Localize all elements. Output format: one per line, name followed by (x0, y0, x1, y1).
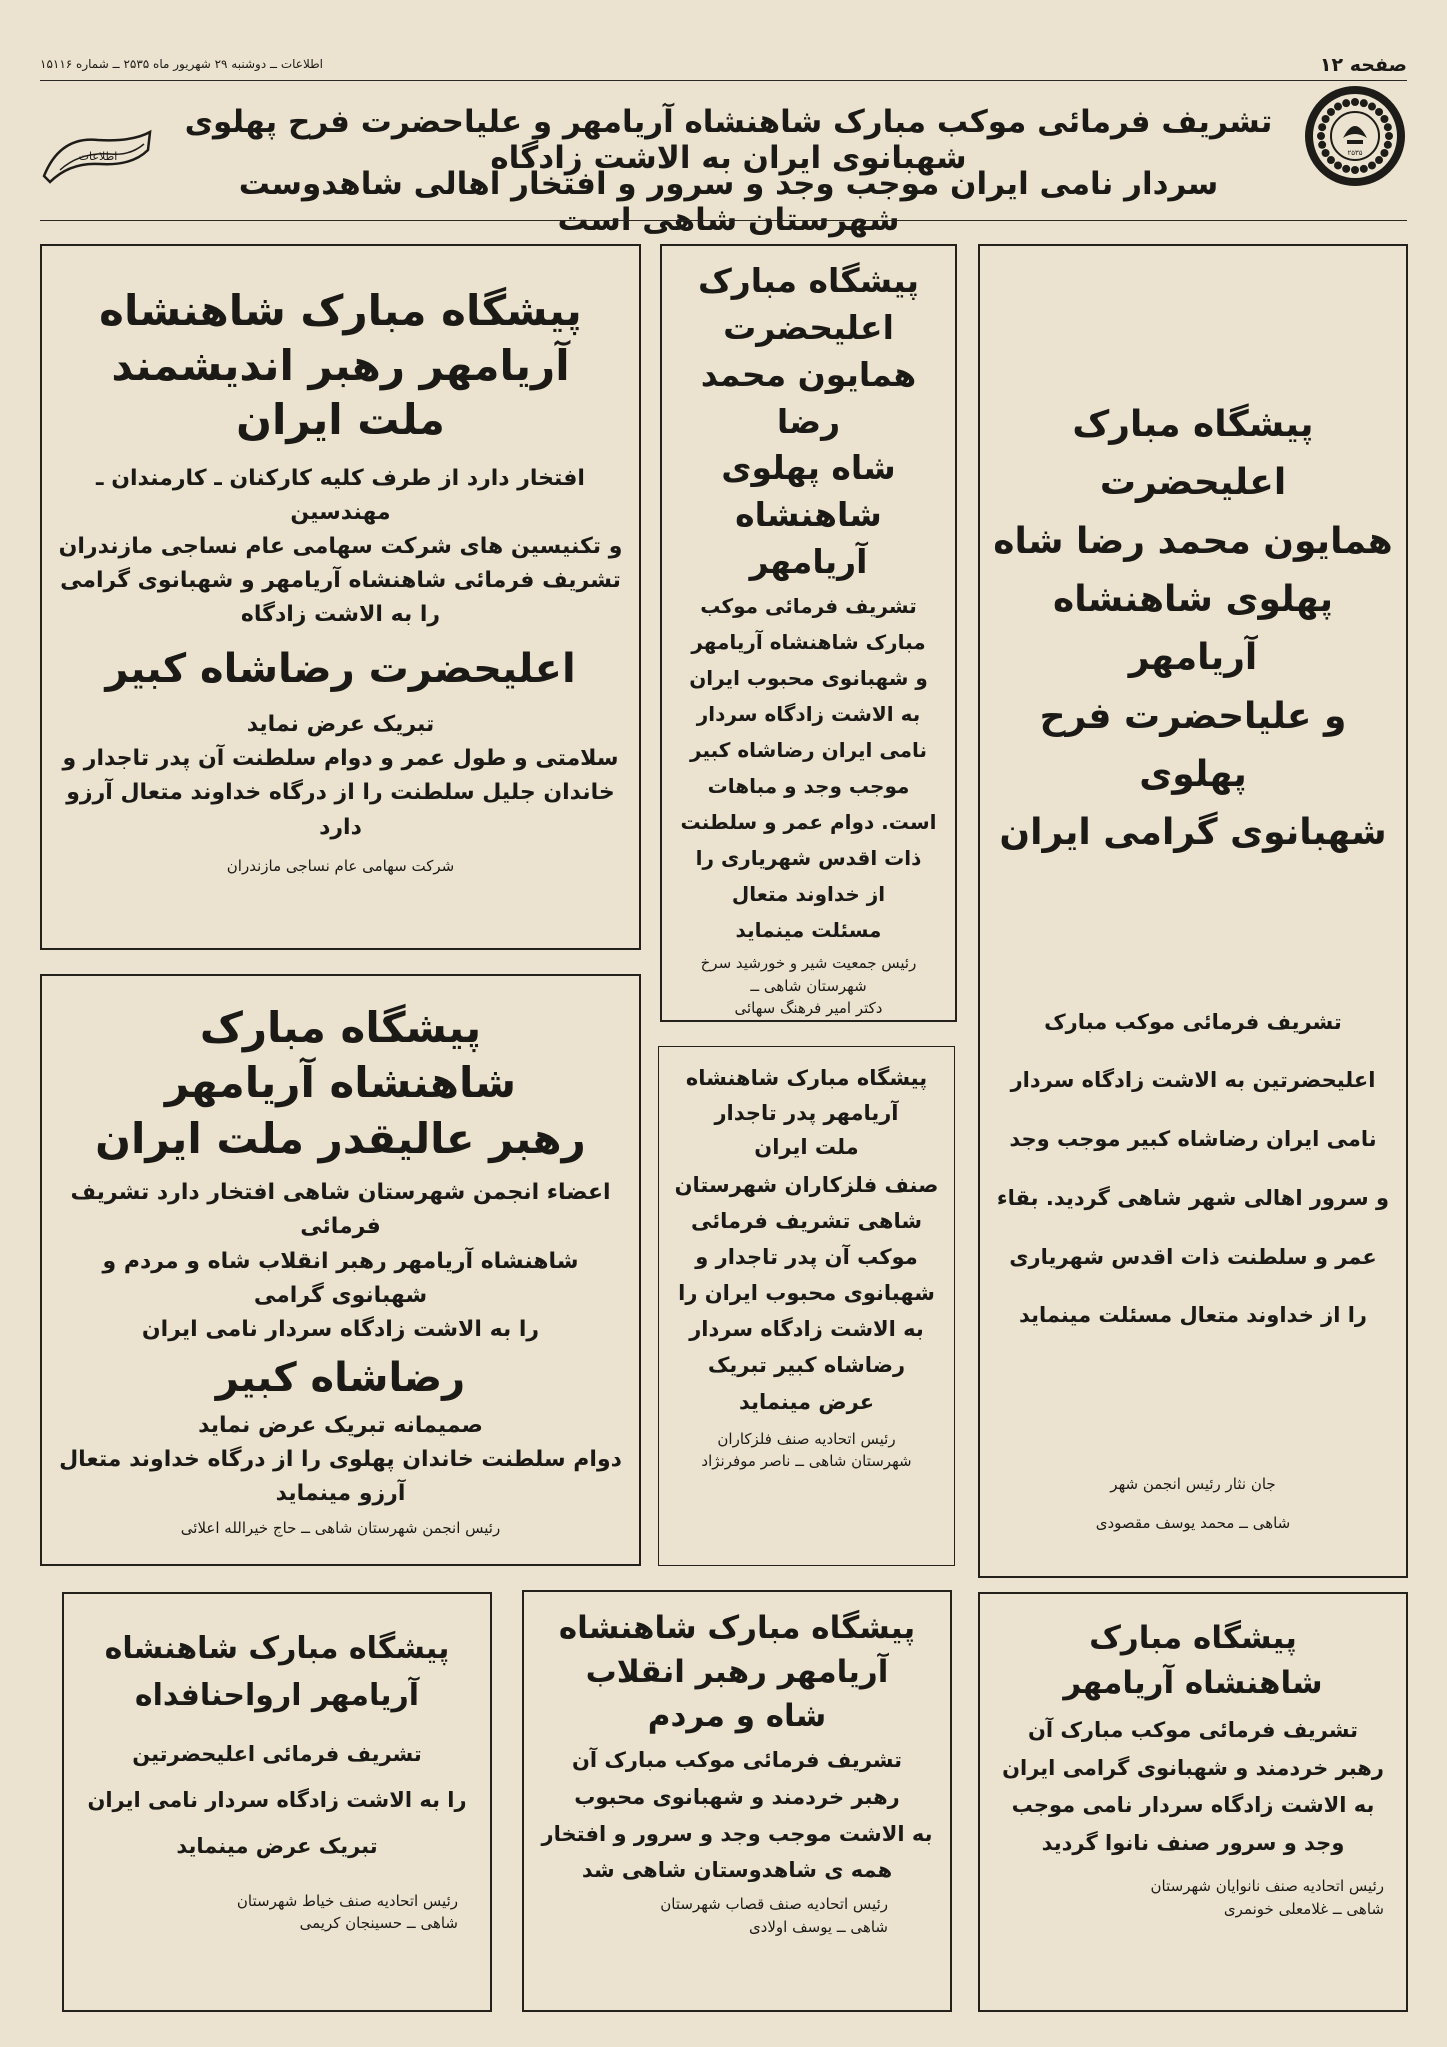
ad-subtitle: اعلیحضرت رضاشاه کبیر (105, 646, 576, 693)
ad-body-line: صنف فلزکاران شهرستان (674, 1172, 939, 1197)
ad-body-line: نامی ایران رضاشاه کبیر موجب وجد (1009, 1127, 1377, 1152)
ad-body-2 (54, 1409, 627, 1511)
ad-title (54, 1000, 627, 1166)
ad-body-line: تبریک عرض نماید (246, 712, 435, 738)
ad-body (536, 1742, 938, 1889)
ad-subtitle: رضاشاه کبیر (215, 1354, 466, 1401)
ad-body-line: و تکنیسین های شرکت سهامی عام نساجی مازندران (58, 533, 623, 559)
ad-signature (674, 952, 943, 1020)
ad-body-line: دوام سلطنت خاندان پهلوی را از درگاه خداوند متعال (59, 1446, 622, 1472)
ad-signature (76, 1890, 478, 1935)
ad-body-line: آرزو مینماید (275, 1480, 406, 1506)
ad-signature-line: رئیس جمعیت شیر و خورشید سرخ (700, 954, 917, 973)
ad-body-2 (54, 708, 627, 844)
seal-dot (1327, 108, 1335, 116)
seal-dot (1322, 149, 1330, 157)
ad-body-line: به الاشت موجب وجد و سرور و افتخار (541, 1821, 933, 1846)
ad-tailors-guild (62, 1592, 492, 2012)
ad-title-line: رهبر عالیقدر ملت ایران (95, 1113, 586, 1163)
ad-body-line: را به الاشت زادگاه سردار نامی ایران (141, 1316, 540, 1342)
ad-body-line: و سرور اهالی شهر شاهی گردید. بقاء (996, 1185, 1390, 1210)
folio-line (40, 52, 1407, 81)
ad-body-line: اعلیحضرتین به الاشت زادگاه سردار (1010, 1068, 1376, 1093)
ad-red-lion-sun (660, 244, 957, 1022)
issue-line: اطلاعات ــ دوشنبه ۲۹ شهریور ماه ۲۵۳۵ ــ شماره ۱۵۱۱۶ (40, 57, 323, 71)
ad-body-line: وجد و سرور صنف نانوا گردید (1041, 1831, 1345, 1856)
ad-signature-line: شهرستان شاهی ــ (750, 976, 867, 995)
ad-body-line: تشریف فرمائی اعلیحضرتین (132, 1742, 422, 1766)
page-number: صفحه ۱۲ (1319, 54, 1407, 76)
ad-title-line: پیشگاه مبارک (1089, 1620, 1297, 1656)
seal-emblem (1303, 84, 1407, 188)
ad-signature (671, 1428, 942, 1473)
ad-body-line: صمیمانه تبریک عرض نماید (198, 1412, 483, 1438)
ad-body-line: به الاشت زادگاه سردار (689, 1317, 924, 1342)
seal-dot (1317, 132, 1325, 140)
ad-title-line: و علیاحضرت فرح پهلوی (1039, 695, 1347, 795)
ad-body-line: سلامتی و طول عمر و دوام سلطنت آن پدر تاجدار و (62, 746, 619, 772)
ad-body-line: رهبر خردمند و شهبانوی گرامی ایران (1002, 1755, 1384, 1780)
ad-title (54, 284, 627, 448)
ad-body-line: تشریف فرمائی شاهنشاه آریامهر و شهبانوی گرامی (60, 568, 621, 594)
ad-signature-line: شرکت سهامی عام نساجی مازندران (226, 856, 455, 875)
ad-title-line: پیشگاه مبارک (697, 261, 920, 300)
ad-title-line: شاه و مردم (647, 1698, 827, 1735)
ad-body-line: عمر و سلطنت ذات اقدس شهریاری (1009, 1244, 1377, 1269)
ad-body-line: تشریف فرمائی موکب مبارک (1044, 1009, 1342, 1034)
ad-body-line: شهبانوی محبوب ایران را (678, 1281, 935, 1306)
seal-dot (1380, 149, 1388, 157)
ad-signature-line: رئیس اتحادیه صنف قصاب شهرستان (660, 1895, 888, 1914)
ad-body-line: را به الاشت زادگاه (240, 602, 441, 628)
ad-title (992, 396, 1394, 863)
ad-body-line: افتخار دارد از طرف کلیه کارکنان ـ کارمندان ـ مهندسین (96, 465, 585, 525)
ad-body (671, 1167, 942, 1420)
ad-title-line: آریامهر ارواحنافداه (134, 1677, 420, 1713)
ad-body-line: موجب وجد و مباهات (707, 774, 910, 799)
seal-dot (1318, 123, 1326, 131)
ad-title-line: شهبانوی گرامی ایران (999, 812, 1387, 854)
ad-body-line: عرض مینماید (738, 1389, 875, 1414)
ad-body-line: رهبر خردمند و شهبانوی محبوب (574, 1784, 900, 1809)
seal-dot (1322, 115, 1330, 123)
ad-body-line: به الاشت زادگاه سردار نامی موجب (1011, 1793, 1375, 1818)
seal-dot (1327, 156, 1335, 164)
ad-body (54, 462, 627, 632)
ad-title-line: پیشگاه مبارک شاهنشاه (104, 1631, 450, 1666)
ad-title-line: ملت ایران (754, 1135, 859, 1160)
ad-body-line: ذات اقدس شهریاری را (695, 846, 922, 871)
seal-dot (1351, 166, 1359, 174)
main-headline-line1: تشریف فرمائی موکب مبارک شاهنشاه آریامهر و علیاحضرت فرح پهلوی شهبانوی ایران به الاشت زادگاه (184, 104, 1273, 176)
ad-body-line: شاهی تشریف فرمائی (690, 1209, 922, 1234)
seal-dot (1368, 103, 1376, 111)
ad-title (674, 258, 943, 586)
ad-signature-line: رئیس اتحادیه صنف خیاط شهرستان (236, 1891, 458, 1910)
ad-title-line: آریامهر رهبر اندیشمند (111, 340, 570, 390)
header-rule (40, 220, 1407, 221)
seal-dot (1334, 161, 1342, 169)
seal-dot (1384, 141, 1392, 149)
ad-title-line: پیشگاه مبارک شاهنشاه (558, 1610, 916, 1646)
seal-dot (1360, 165, 1368, 173)
ad-butchers-guild (522, 1590, 952, 2012)
masthead-logo-text: اطلاعات (78, 150, 118, 163)
ad-body-line: مبارک شاهنشاه آریامهر (691, 630, 926, 655)
seal-dot (1384, 123, 1392, 131)
ad-body (76, 1731, 478, 1870)
seal-dot (1375, 108, 1383, 116)
ad-body-line: خاندان جلیل سلطنت را از درگاه خداوند متعال آرزو دارد (66, 780, 615, 840)
ad-signature (992, 1875, 1394, 1920)
seal-dot (1342, 165, 1350, 173)
seal-dot (1334, 103, 1342, 111)
ad-bakers-guild (978, 1592, 1408, 2012)
seal-text: ۲۵۳۵ (1347, 149, 1363, 157)
seal-dot (1380, 115, 1388, 123)
ad-title-line: شاهنشاه آریامهر (1063, 1664, 1323, 1701)
ad-signature-line: شاهی ــ غلامعلی خونمری (1223, 1899, 1384, 1918)
ad-body-line: مسئلت مینماید (735, 918, 882, 943)
ad-body-line: را به الاشت زادگاه سردار نامی ایران (87, 1788, 467, 1813)
ad-body-line: از خداوند متعال (731, 882, 886, 907)
ad-body-line: و شهبانوی محبوب ایران (689, 666, 928, 691)
ad-title-line: همایون محمد رضا شاه (993, 520, 1393, 562)
ad-title (76, 1626, 478, 1719)
ad-body-line: است. دوام عمر و سلطنت (680, 810, 937, 835)
seal-dot (1318, 141, 1326, 149)
ad-title-line: همایون محمد رضا (700, 354, 917, 441)
ad-title (536, 1606, 938, 1738)
ad-title-line: شاهنشاه آریامهر (164, 1058, 517, 1108)
ad-metalworkers (658, 1046, 955, 1566)
ad-signature-line: شهرستان شاهی ــ ناصر موفرنژاد (701, 1452, 912, 1471)
ad-title-line: پیشگاه مبارک شاهنشاه (685, 1066, 928, 1090)
ad-title (671, 1061, 942, 1165)
ad-title-line: شاه پهلوی (721, 448, 896, 488)
ad-body-line: رضاشاه کبیر تبریک (707, 1353, 906, 1378)
seal-dot (1385, 132, 1393, 140)
ad-signature-line: شاهی ــ محمد یوسف مقصودی (1095, 1514, 1291, 1533)
ad-mazandaran-textile (40, 244, 641, 950)
ad-signature (536, 1893, 938, 1938)
ad-signature (54, 1517, 627, 1540)
ad-signature-line: رئیس اتحادیه صنف فلزکاران (717, 1429, 896, 1448)
ad-title-line: پهلوی شاهنشاه آریامهر (1052, 578, 1334, 679)
seal-dot (1351, 98, 1359, 106)
seal-dot (1375, 156, 1383, 164)
seal-dot (1342, 99, 1350, 107)
ad-title-line: پیشگاه مبارک شاهنشاه (99, 286, 582, 335)
ad-title (992, 1616, 1394, 1706)
ad-signature-line: شاهی ــ حسینجان کریمی (299, 1914, 458, 1933)
ad-body (992, 1712, 1394, 1863)
ad-body (674, 588, 943, 948)
ad-body-line: تبریک عرض مینماید (176, 1834, 378, 1859)
ad-body-line: به الاشت زادگاه سردار (696, 702, 921, 727)
ad-body-line: تشریف فرمائی موکب مبارک آن (1027, 1717, 1359, 1742)
ad-signature (54, 855, 627, 878)
main-headline-line2: سردار نامی ایران موجب وجد و سرور و افتخار اهالی شاهدوست شهرستان شاهی است (238, 166, 1219, 238)
ad-body-line: تشریف فرمائی موکب (700, 594, 917, 619)
ad-signature-line: شاهی ــ یوسف اولادی (748, 1917, 888, 1936)
seal-dot (1368, 161, 1376, 169)
ad-body-line: موکب آن پدر تاجدار و (695, 1245, 918, 1270)
ad-body-line: نامی ایران رضاشاه کبیر (690, 738, 927, 763)
ad-signature-line: رئیس اتحادیه صنف نانوایان شهرستان (1150, 1877, 1384, 1896)
ad-city-association (40, 974, 641, 1566)
ad-body (992, 993, 1394, 1346)
ad-title-line: پیشگاه مبارک اعلیحضرت (1072, 404, 1314, 504)
masthead-logo (40, 126, 154, 184)
ad-body (54, 1176, 627, 1346)
ad-city-council (978, 244, 1408, 1578)
ad-title-line: اعلیحضرت (723, 307, 894, 347)
ad-signature-line: جان نثار رئیس انجمن شهر (1110, 1475, 1276, 1494)
ad-title-line: شاهنشاه آریامهر (735, 495, 882, 582)
ad-signature-line: رئیس انجمن شهرستان شاهی ــ حاج خیرالله اعلائی (180, 1519, 501, 1538)
ad-signature-line: دکتر امیر فرهنگ سهائی (734, 999, 883, 1018)
ad-title-line: آریامهر پدر تاجدار (714, 1100, 899, 1125)
ad-body-line: همه ی شاهدوستان شاهی شد (581, 1858, 893, 1883)
ad-body-line: تشریف فرمائی موکب مبارک آن (571, 1748, 903, 1773)
ad-title-line: آریامهر رهبر انقلاب (585, 1654, 889, 1691)
seal-dot (1360, 99, 1368, 107)
ad-title-line: ملت ایران (236, 395, 445, 445)
ad-body-line: اعضاء انجمن شهرستان شاهی افتخار دارد تشریف فرمائی (70, 1180, 611, 1240)
ad-signature (992, 1465, 1394, 1543)
ad-title-line: پیشگاه مبارک (199, 1003, 482, 1052)
ad-body-line: را از خداوند متعال مسئلت مینماید (1018, 1303, 1368, 1328)
ad-body-line: شاهنشاه آریامهر رهبر انقلاب شاه و مردم و شهبانوی گرامی (102, 1248, 579, 1308)
